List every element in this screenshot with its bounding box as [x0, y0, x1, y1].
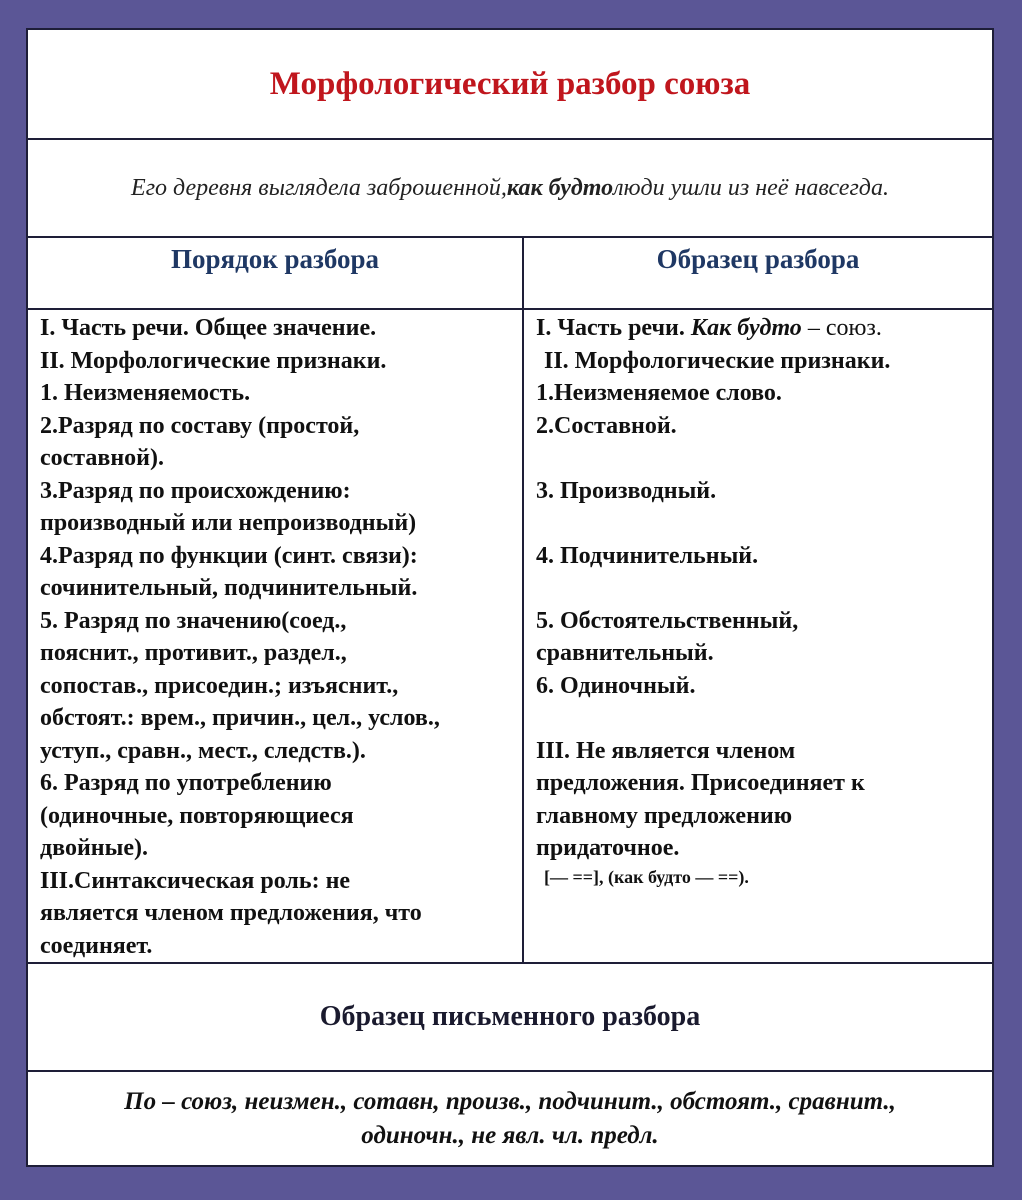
sentence-scheme: [— ==], (как будто — ==). [544, 866, 749, 887]
order-line: 2.Разряд по составу (простой, [40, 412, 360, 439]
order-line: является членом предложения, что [40, 900, 422, 926]
order-line: сочинительный, подчинительный. [40, 575, 418, 601]
right-column-header: Образец разбора [656, 244, 860, 274]
order-line: II. Морфологические признаки. [40, 347, 387, 374]
sample-line: сравнительный. [536, 640, 714, 666]
order-line: 4.Разряд по функции (синт. связи): [40, 542, 418, 569]
parsing-table [26, 28, 994, 1167]
written-sample-header: Образец письменного разбора [319, 1001, 701, 1032]
written-sample [28, 1072, 992, 1165]
order-line: III.Синтаксическая роль: не [40, 867, 351, 894]
divider [28, 308, 992, 310]
order-line: 6. Разряд по употреблению [40, 770, 332, 796]
sample-line: 4. Подчинительный. [536, 542, 759, 569]
order-line: уступ., сравн., мест., следств.). [40, 737, 366, 764]
sample-line: 5. Обстоятельственный, [536, 607, 799, 634]
order-line: 3.Разряд по происхождению: [40, 477, 351, 504]
sample-line: главному предложению [536, 802, 793, 829]
sample-line: 6. Одиночный. [536, 672, 696, 699]
spacer [536, 507, 984, 540]
example-highlight: как будто [506, 174, 614, 201]
sample-line: придаточное. [536, 835, 680, 861]
order-line: I. Часть речи. Общее значение. [40, 315, 377, 341]
sample-line: 1.Неизменяемое слово. [536, 380, 782, 406]
sample-line: предложения. Присоединяет к [536, 770, 865, 796]
sample-line-prefix: I. Часть речи. [536, 315, 691, 341]
column-divider [522, 238, 524, 962]
spacer [536, 702, 984, 735]
example-text-after: люди ушли из неё навсегда. [613, 174, 889, 201]
sample-line: 2.Составной. [536, 412, 677, 439]
order-line: производный или непроизводный) [40, 510, 417, 536]
example-sentence [28, 140, 992, 236]
left-column-header: Порядок разбора [170, 244, 380, 274]
page-title: Морфологический разбор союза [269, 65, 751, 102]
order-line: составной). [40, 445, 164, 471]
sample-line-suffix: – союз. [801, 315, 882, 341]
example-text-before: Его деревня выглядела заброшенной, [131, 174, 507, 201]
written-sample-line: По – союз, неизмен., сотавн, произв., подчинит., обстоят., сравнит., [124, 1087, 896, 1115]
order-line: 1. Неизменяемость. [40, 380, 251, 406]
order-line: соединяет. [40, 932, 153, 959]
parsing-sample-list [536, 312, 984, 889]
sample-line: II. Морфологические признаки. [544, 347, 891, 374]
sample-line [536, 312, 984, 345]
sample-line: III. Не является членом [536, 737, 796, 764]
written-sample-line: одиночн., не явл. чл. предл. [361, 1121, 659, 1149]
order-line: пояснит., противит., раздел., [40, 640, 347, 666]
spacer [536, 572, 984, 605]
parsing-order-list [40, 312, 516, 962]
order-line: 5. Разряд по значению(соед., [40, 607, 347, 634]
order-line: (одиночные, повторяющиеся [40, 802, 354, 829]
order-line: двойные). [40, 835, 148, 861]
order-line: обстоят.: врем., причин., цел., услов., [40, 705, 440, 731]
spacer [536, 442, 984, 475]
order-line: сопостав., присоедин.; изъяснит., [40, 672, 399, 699]
sample-line: 3. Производный. [536, 477, 717, 504]
sample-word: Как будто [690, 315, 802, 341]
